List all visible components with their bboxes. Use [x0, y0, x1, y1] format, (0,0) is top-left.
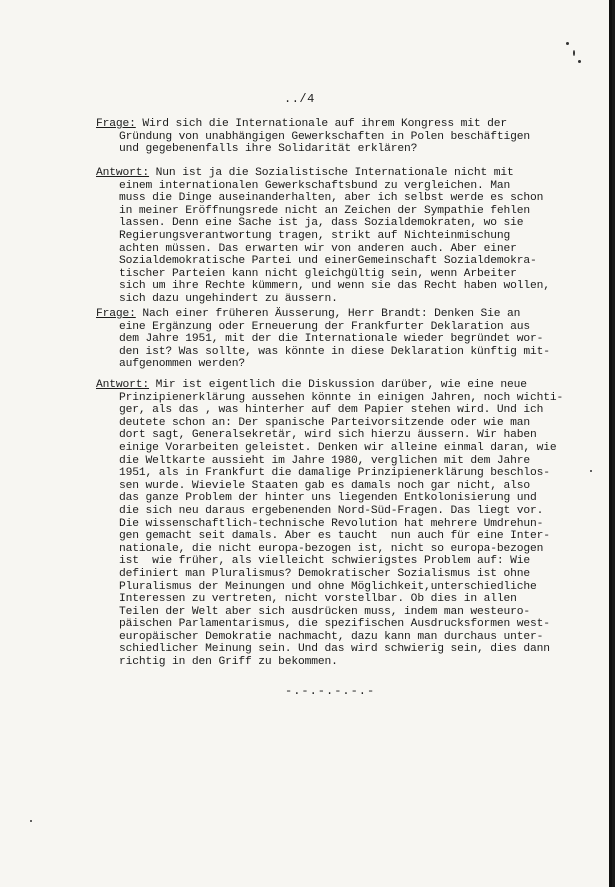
text-line: Nach einer früheren Äusserung, Herr Brandt: Denken Sie an: [135, 308, 521, 320]
text-line: Mir ist eigentlich die Diskussion darüber, wie eine neue: [149, 379, 527, 391]
text-line: Wird sich die Internationale auf ihrem Kongress mit der: [135, 118, 508, 130]
scan-speck: [566, 42, 569, 45]
text-line: den ist? Was sollte, was könnte in diese Deklaration künftig mit-: [119, 345, 550, 358]
end-separator: -.-.-.-.-.-: [285, 684, 376, 698]
question-label: Frage:: [96, 118, 136, 130]
text-line: Interessen zu vertreten, nicht vorstellbar. Ob dies in allen: [119, 593, 517, 606]
text-line: richtig in den Griff zu bekommen.: [119, 656, 338, 669]
text-line: schiedlicher Meinung sein. Und das wird schwierig sein, dies dann: [119, 643, 550, 656]
text-line: definiert man Pluralismus? Demokratischer Sozialismus ist ohne: [119, 567, 531, 580]
text-line: päischen Parlamentarismus, die spezifischen Ausdrucksformen west-: [119, 618, 550, 631]
text-line: dort sagt, Generalsekretär, wird sich hierzu äussern. Wir haben: [119, 429, 537, 442]
text-line: Pluralismus der Meinungen und ohne Möglichkeit,unterschiedliche: [119, 580, 537, 593]
text-line: Prinzipienerklärung aussehen könnte in einigen Jahren, noch wichti-: [119, 391, 564, 404]
text-line: 1951, als in Frankfurt die damalige Prinzipienerklärung beschlos-: [119, 467, 550, 480]
text-line: eine Ergänzung oder Erneuerung der Frankfurter Deklaration aus: [119, 320, 531, 333]
scan-speck: [578, 60, 581, 63]
answer-block-1: [96, 167, 556, 306]
answer-label: Antwort:: [96, 167, 150, 179]
text-line: ger, als das , was hinterher auf dem Papier stehen wird. Und ich: [119, 404, 544, 417]
text-line: dem Jahre 1951, mit der die Internationale wieder begründet wor-: [119, 333, 544, 346]
text-line: europäischer Demokratie nachmacht, dazu kann man durchaus unter-: [119, 630, 544, 643]
text-line: gen gemacht seit damals. Aber es taucht nun auch für eine Inter-: [119, 530, 550, 543]
text-line: Die wissenschaftlich-technische Revolution hat mehrere Umdrehun-: [119, 517, 544, 530]
text-line: in meiner Eröffnungsrede nicht an Zeichen der Sympathie fehlen: [119, 204, 531, 217]
text-line: deutete schon an: Der spanische Parteivorsitzende oder wie man: [119, 416, 531, 429]
text-line: ist wie früher, als vielleicht schwierigstes Problem auf: Wie: [119, 555, 531, 568]
text-line: und gegebenenfalls ihre Solidarität erklären?: [119, 143, 418, 156]
scan-speck: [573, 50, 575, 56]
text-line: nationale, die nicht europa-bezogen ist, nicht so europa-bezogen: [119, 542, 544, 555]
text-line: einige Vorarbeiten geleistet. Denken wir alleine einmal daran, wie: [119, 441, 557, 454]
text-line: Gründung von unabhängigen Gewerkschaften in Polen beschäftigen: [119, 130, 531, 143]
text-line: sen wurde. Wieviele Staaten gab es damals noch gar nicht, also: [119, 479, 531, 492]
text-line: Regierungsverantwortung tragen, strikt auf Nichteinmischung: [119, 229, 511, 242]
text-line: lassen. Denn eine Sache ist ja, dass Sozialdemokraten, wo sie: [119, 217, 524, 230]
answer-label: Antwort:: [96, 379, 150, 391]
text-line: die Weltkarte aussieht im Jahre 1980, verglichen mit dem Jahre: [119, 454, 531, 467]
text-line: sich dazu ungehindert zu äussern.: [119, 292, 338, 305]
scan-speck: [30, 820, 32, 822]
text-line: aufgenommen werden?: [119, 358, 245, 371]
text-line: muss die Dinge auseinanderhalten, aber ich selbst werde es schon: [119, 192, 544, 205]
text-line: achten müssen. Das erwarten wir von anderen auch. Aber einer: [119, 242, 517, 255]
text-line: die sich neu daraus ergebenenden Nord-Süd-Fragen. Das liegt vor.: [119, 504, 544, 517]
question-block-1: [96, 118, 556, 156]
text-line: das ganze Problem der hinter uns liegenden Entkolonisierung und: [119, 492, 537, 505]
text-line: sich um ihre Rechte kümmern, und wenn sie das Recht haben wollen,: [119, 280, 550, 293]
text-line: tischer Parteien kann nicht gleichgültig sein, wenn Arbeiter: [119, 267, 517, 280]
text-line: Teilen der Welt aber sich ausdrücken muss, indem man westeuro-: [119, 605, 531, 618]
question-label: Frage:: [96, 308, 136, 320]
question-block-2: [96, 308, 556, 371]
page-number: ../4: [284, 92, 315, 106]
scan-speck: [590, 470, 592, 472]
text-line: Nun ist ja die Sozialistische Internationale nicht mit: [149, 167, 514, 179]
answer-block-2: [96, 379, 564, 669]
text-line: Sozialdemokratische Partei und einerGemeinschaft Sozialdemokra-: [119, 255, 537, 268]
text-line: einem internationalen Gewerkschaftsbund zu vergleichen. Man: [119, 179, 511, 192]
